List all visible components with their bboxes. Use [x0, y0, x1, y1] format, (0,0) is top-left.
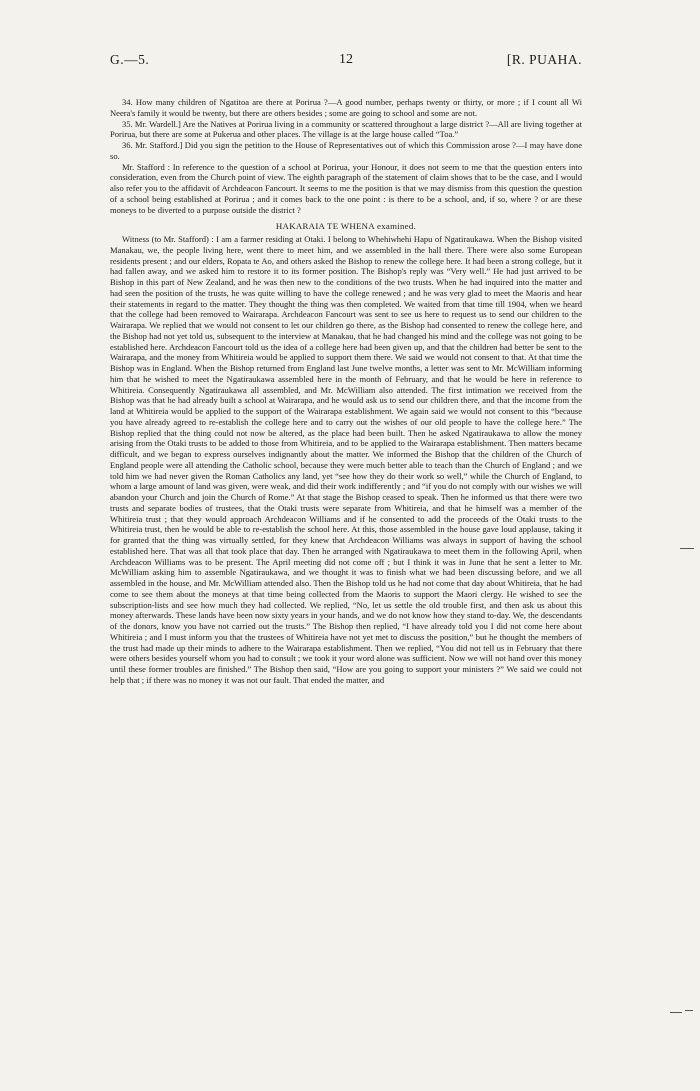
header-speaker: [R. PUAHA.: [506, 52, 582, 67]
question-35: 35. Mr. Wardell.] Are the Natives at Porirua living in a community or scattered throughout a large district ?—All are living together at Porirua, but there are some at Pukerua and other places. The village is at the large house called “Toa.”: [110, 118, 582, 140]
witness-testimony: Witness (to Mr. Stafford) : I am a farmer residing at Otaki. I belong to Whehiwhehi Hapu of Ngatiraukawa. When the Bishop visited Manakau, we, the people living here, went there to meet him, and we assembled in the hall there. There were also some European residents present ; and our elders, Ropata te Ao, and others asked the Bishop to renew the college here. It had been a strong college, but it had fallen away, and we asked him to restore it to its former position. The Bishop's reply was “Very well.” He had just arrived to be Bishop in this part of New Zealand, and he was then new to the conditions of the two trusts. When he had inquired into the matter and had seen the position of the trusts, he was quite willing to have the college renewed ; and he was very glad to meet the Maoris and hear their statements in regard to the matter. They thought the thing was then completed. We waited from that time till 1904, when we heard that the college had been removed to Wairarapa. Archdeacon Fancourt was sent to see us here to request us to send our children to the Wairarapa. We replied that we would not consent to let our children go there, as the Bishop had consented to renew the college here, and the Bishop had not yet told us, subsequent to the interview at Manakau, that he had changed his mind and the college was not going to be established here. Archdeacon Fancourt told us the idea of a college here had been given up, and that the children had better be sent to the Wairarapa, and the money from Whitireia would be applied to support them there. We said we would not consent to that. At that time the Bishop was in England. When the Bishop returned from England last June twelve months, a letter was sent to Mr. McWilliam informing him that he wished to meet the Ngatiraukawa assembled here in the month of February, and that he would be here in reference to Whitireia. Consequently Ngatiraukawa all assembled, and Mr. McWilliam also attended. The first intimation we received from the Bishop was that he had already built a school at Wairarapa, and he would ask us to send our children there, and that the income from the land at Whitireia would be applied to the support of the Wairarapa establishment. We again said we would not consent to this “because you have already agreed to re-establish the college here and to carry out the wishes of our old people to have the college here.” The Bishop replied that the thing could not now be altered, as the place had been built. Then he asked Ngatiraukawa to allow the money arising from the Otaki trusts to be added to those from Whitireia, and to be applied to the Wairarapa establishment. Then matters became difficult, and we began to express ourselves indignantly about the matter. We informed the Bishop that the children of the Church of England people were all attending the Catholic school, because they were much better able to teach than the Church of England ; and we told him we had never given the Roman Catholics any land, yet “see how they do their work so well,” while the Church of England, to whom a large amount of land was given, were weak, and did their work indifferently ; and “if you do not comply with our wishes we will abandon your Church and join the Church of Rome.” At that stage the Bishop ceased to speak. Then he informed us that there were two trusts and separate bodies of trustees, that the Otaki trusts were separate from Whitireia, and that he himself was a member of the Whitireia trust ; that they would approach Archdeacon Williams and if he consented to add the proceeds of the Otaki trusts to the Whitireia trust, then he would be able to re-establish the school here. At this, those assembled in the house gave loud applause, taking it for granted that the thing was virtually settled, for they knew that Archdeacon Williams was always in support of having the school established here. That was all that took place that day. Then he arranged with Ngatiraukawa to meet them in the following April, when Archdeacon Williams was to be present. The April meeting did not come off ; but I think it was in June that he sent a letter to Mr. McWilliam asking him to assemble Ngatiraukawa, and we thought it was to finish what we had been discussing before, and we all assembled in the house, and Mr. McWilliam attended also. Then the Bishop told us he had not come that day about Whitireia, that he had come to see them about the moneys at that time being collected from the Maoris to support the Maori clergy. He wished to see the subscription-lists and see how much they had collected. We replied, “No, let us settle the old trouble first, and then ask us about this money afterwards. These lands have been now sixty years in your hands, and we do not know how they stand to-day. We, the descendants of the donors, know you have not carried out the trusts.” The Bishop then replied, “I have already told you I did not come here about Whitireia ; and I must inform you that the trustees of Whitireia have not yet met to discuss the position,” but he thought the members of the trust had made up their minds to adhere to the Wairarapa establishment. Then we replied, “You did not tell us in February that there were others besides yourself whom you had to consult ; we took it your word alone was sufficient. Now we will not hand over this money until these former troubles are finished.” The Bishop then said, “How are you going to support your ministers ?” We said we could not help that ; if there was no money it was not our fault. That ended the matter, and: [110, 234, 582, 685]
section-heading: HAKARAIA TE WHENA examined.: [275, 221, 417, 232]
margin-mark: [680, 548, 694, 549]
margin-mark: [670, 1012, 682, 1013]
page-number: 12: [339, 52, 353, 67]
page-header: [110, 52, 582, 72]
document-body: [110, 97, 582, 686]
stafford-statement: Mr. Stafford : In reference to the question of a school at Porirua, your Honour, it does not seem to me that the question enters into consideration, even from the Church point of view. The eighth paragraph of the statement of claim shows that to be the case, and I would also refer you to the affidavit of Archdeacon Fancourt. It seems to me the position is that we may dismiss from this question the question of a school being established at Porirua ; and it comes back to the one point : is there to be a school, and, if so, where ? or are these moneys to be diverted to a purpose outside the district ?: [110, 161, 582, 215]
header-reference: G.—5.: [110, 52, 150, 67]
margin-mark: [685, 1010, 693, 1011]
question-34: 34. How many children of Ngatitoa are there at Porirua ?—A good number, perhaps twenty or thirty, or more ; if I count all Wi Neera's family it would be twenty, but there are others besides ; some are going to school and some are not.: [110, 97, 582, 118]
question-36: 36. Mr. Stafford.] Did you sign the petition to the House of Representatives out of which this Commission arose ?—I may have done so.: [110, 140, 582, 161]
